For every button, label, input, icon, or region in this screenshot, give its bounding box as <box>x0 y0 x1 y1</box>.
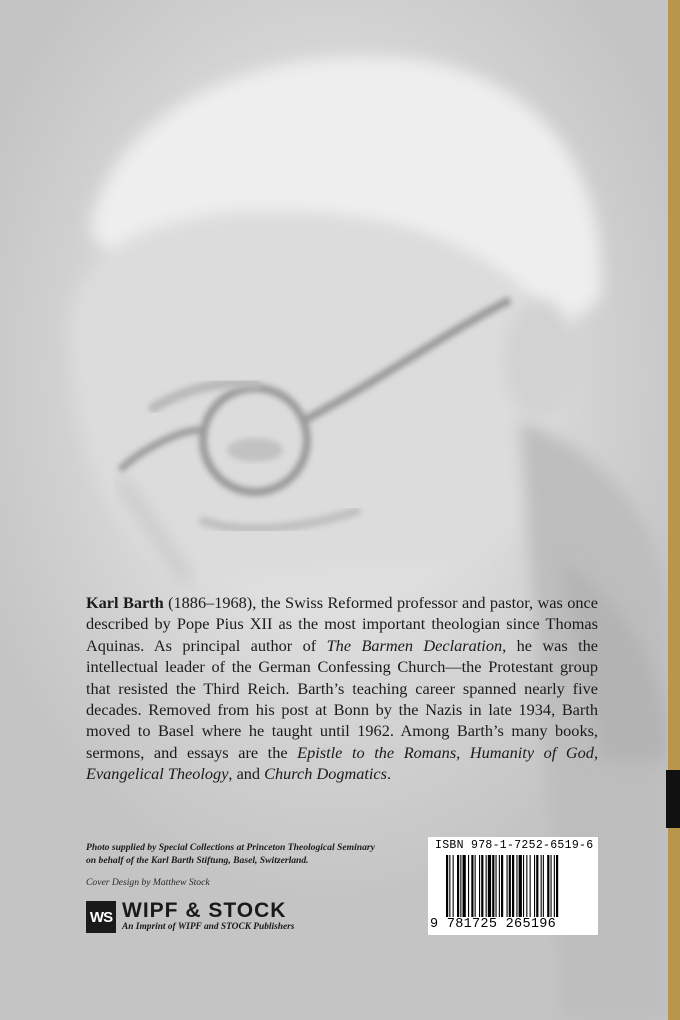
author-name: Karl Barth <box>86 593 164 612</box>
book-title-dogmatics: Church Dogmatics <box>264 764 387 784</box>
barcode-bar <box>449 855 450 917</box>
barcode-bar <box>446 855 448 917</box>
barcode-bar <box>501 855 503 917</box>
barcode-bar <box>530 855 531 917</box>
ean-left: 781725 <box>446 917 498 932</box>
publisher-name: WIPF & STOCK <box>122 899 287 922</box>
barcode-bar <box>460 855 461 917</box>
bio-text-1: (1886–1968), the Swiss Reformed professor and pastor, was once described by Pope Pius XII as the most important theologian since Thomas Aquinas. As principal author of <box>86 593 599 655</box>
barcode-bar <box>486 855 487 917</box>
barcode-bar <box>468 855 469 917</box>
barcode-bar <box>551 855 552 917</box>
barcode-bar <box>547 855 549 917</box>
ean-prefix: 9 <box>430 917 439 932</box>
spine-marker <box>666 770 680 828</box>
barcode-bar <box>534 855 535 917</box>
barcode-bar <box>512 855 514 917</box>
barcode-bar <box>536 855 538 917</box>
barcode-bars <box>446 855 592 917</box>
design-credit: Cover Design by Matthew Stock <box>86 877 210 888</box>
spine-strip <box>668 0 680 1020</box>
barcode-bar <box>453 855 454 917</box>
book-title-romans: Epistle to the Romans <box>297 742 457 762</box>
barcode-bar <box>481 855 483 917</box>
barcode-bar <box>499 855 500 917</box>
ean-right: 265196 <box>505 917 557 932</box>
barcode-bar <box>507 855 508 917</box>
barcode-bar <box>554 855 555 917</box>
barcode-bar <box>543 855 544 917</box>
book-title-humanity: Humanity of God <box>469 742 594 762</box>
publisher-logo-icon: WS <box>86 901 116 933</box>
barcode-bar <box>509 855 511 917</box>
barcode-bar <box>457 855 459 917</box>
barcode-bar <box>526 855 527 917</box>
barcode-bar <box>479 855 480 917</box>
author-bio <box>86 592 598 785</box>
barcode-bar <box>519 855 522 917</box>
bio-text-2: , he was the intellectual leader of the German Confessing Church—the Protestant group that resisted the Third Reich. Barth’s teaching career spanned nearly five decades. Removed from his post at Bonn by the Nazis in late 1934, Barth moved to Basel where he taught until 1962. Among Barth’s many books, sermons, and essays are the <box>86 635 598 762</box>
book-title-barmen: The Barmen Declaration <box>326 635 503 655</box>
barcode-bar <box>496 855 497 917</box>
barcode-bar <box>475 855 476 917</box>
barcode-bar <box>516 855 517 917</box>
isbn-label: ISBN 978-1-7252-6519-6 <box>435 839 594 852</box>
bio-text-3: , <box>456 742 470 762</box>
book-title-evangelical: Evangelical Theology <box>86 764 229 784</box>
barcode-bar <box>488 855 491 917</box>
barcode-bar <box>471 855 473 917</box>
barcode-bar <box>492 855 494 917</box>
barcode-bar <box>541 855 542 917</box>
ean-digits <box>430 917 596 932</box>
bio-text-4: , <box>593 742 599 762</box>
barcode <box>428 837 598 935</box>
barcode-bar <box>523 855 524 917</box>
publisher-imprint: An Imprint of WIPF and STOCK Publishers <box>122 922 295 932</box>
barcode-bar <box>556 855 558 917</box>
photo-credit: Photo supplied by Special Collections at Princeton Theological Seminary on behalf of the Karl Barth Stiftung, Basel, Switzerland. <box>86 842 375 866</box>
bio-text-6: . <box>387 764 392 784</box>
bio-text-5: , and <box>228 764 265 784</box>
barcode-bar <box>463 855 466 917</box>
